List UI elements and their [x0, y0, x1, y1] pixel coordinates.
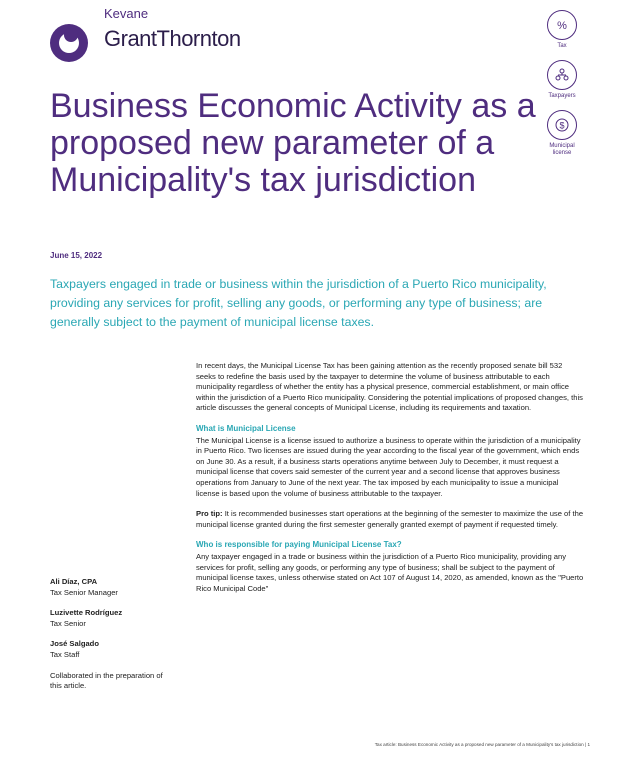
author-entry [50, 577, 170, 598]
taxpayers-icon [554, 67, 570, 83]
pro-tip-text: It is recommended businesses start operations at the beginning of the semester to maximize the use of the municipal license granted during the first semester generally granted exempt of payment if requested timely. [196, 509, 584, 529]
article-intro: Taxpayers engaged in trade or business within the jurisdiction of a Puerto Rico municipality, providing any services for profit, selling any goods, or performing any type of business; are generally subject to the payment of municipal license taxes. [50, 277, 547, 329]
topic-tax-label: Tax [557, 43, 567, 49]
body-paragraph: Any taxpayer engaged in a trade or business within the jurisdiction of a Puerto Rico municipality, providing any services for profit, selling any goods, or performing any type of business; shall be subject to the payment of municipal license taxes, unless otherwise stated on Act 107 of August 14, 2020, as amended, known as the "Puerto Rico Municipal Code" [196, 551, 584, 593]
logo-mark-icon [50, 24, 88, 62]
author-name: José Salgado [50, 639, 99, 649]
article-body [196, 361, 584, 604]
article-date: June 15, 2022 [50, 251, 103, 260]
author-entry [50, 608, 170, 629]
article-title: Business Economic Activity as a proposed new parameter of a Municipality's tax jurisdiction [50, 87, 536, 199]
topic-taxpayers-label: Taxpayers [548, 93, 576, 99]
body-paragraph: In recent days, the Municipal License Tax has been gaining attention as the recently proposed senate bill 532 seeks to redefine the basis used by the taxpayer to determine the volume of business attributable to each municipality regardless of whether the entity has a physical presence, commercial establishment, or main office within the jurisdiction of a Puerto Rico municipality. Considering the potential implications of proposed changes, this article discusses the general concepts of Municipal License, including its requirements and taxation. [196, 361, 583, 413]
author-role: Tax Senior [50, 618, 86, 628]
authors-column [50, 577, 170, 692]
pro-tip-label: Pro tip: [196, 509, 223, 519]
author-role: Tax Senior Manager [50, 587, 118, 597]
collaboration-note: Collaborated in the preparation of this article. [50, 670, 163, 691]
logo-kevane-text: Kevane [104, 6, 149, 21]
author-entry [50, 639, 170, 660]
section-heading-what-is: What is Municipal License [196, 423, 296, 433]
body-paragraph: The Municipal License is a license issued to authorize a business to operate within the jurisdiction of a municipality in Puerto Rico. Two licenses are issued during the year according to the fiscal year of the government, which ends on June 30. As a result, if a business starts operations anytime between July to December, it must request a municipal license that covers said semester of the current year and a second license that approves business operations from January to June of the next year. The tax imposed by each municipality to issue a municipal license is based upon the volume of business attributable to the taxpayer. [196, 435, 581, 498]
page-footer: Tax article: Business Economic Activity as a proposed new parameter of a Municipality's tax jurisdiction | 1 [374, 742, 590, 747]
topic-tax [536, 10, 588, 50]
topic-municipal-license-label: Municipal license [549, 143, 575, 156]
author-name: Luzivette Rodríguez [50, 608, 123, 618]
svg-text:$: $ [559, 120, 565, 131]
author-name: Ali Díaz, CPA [50, 577, 98, 586]
section-heading-who: Who is responsible for paying Municipal License Tax? [196, 540, 402, 550]
author-role: Tax Staff [50, 649, 80, 659]
grant-thornton-logo [50, 6, 280, 62]
logo-brand-text: GrantThornton [104, 26, 241, 51]
tax-icon [554, 17, 570, 33]
svg-text:%: % [557, 20, 567, 32]
pro-tip [196, 509, 584, 530]
